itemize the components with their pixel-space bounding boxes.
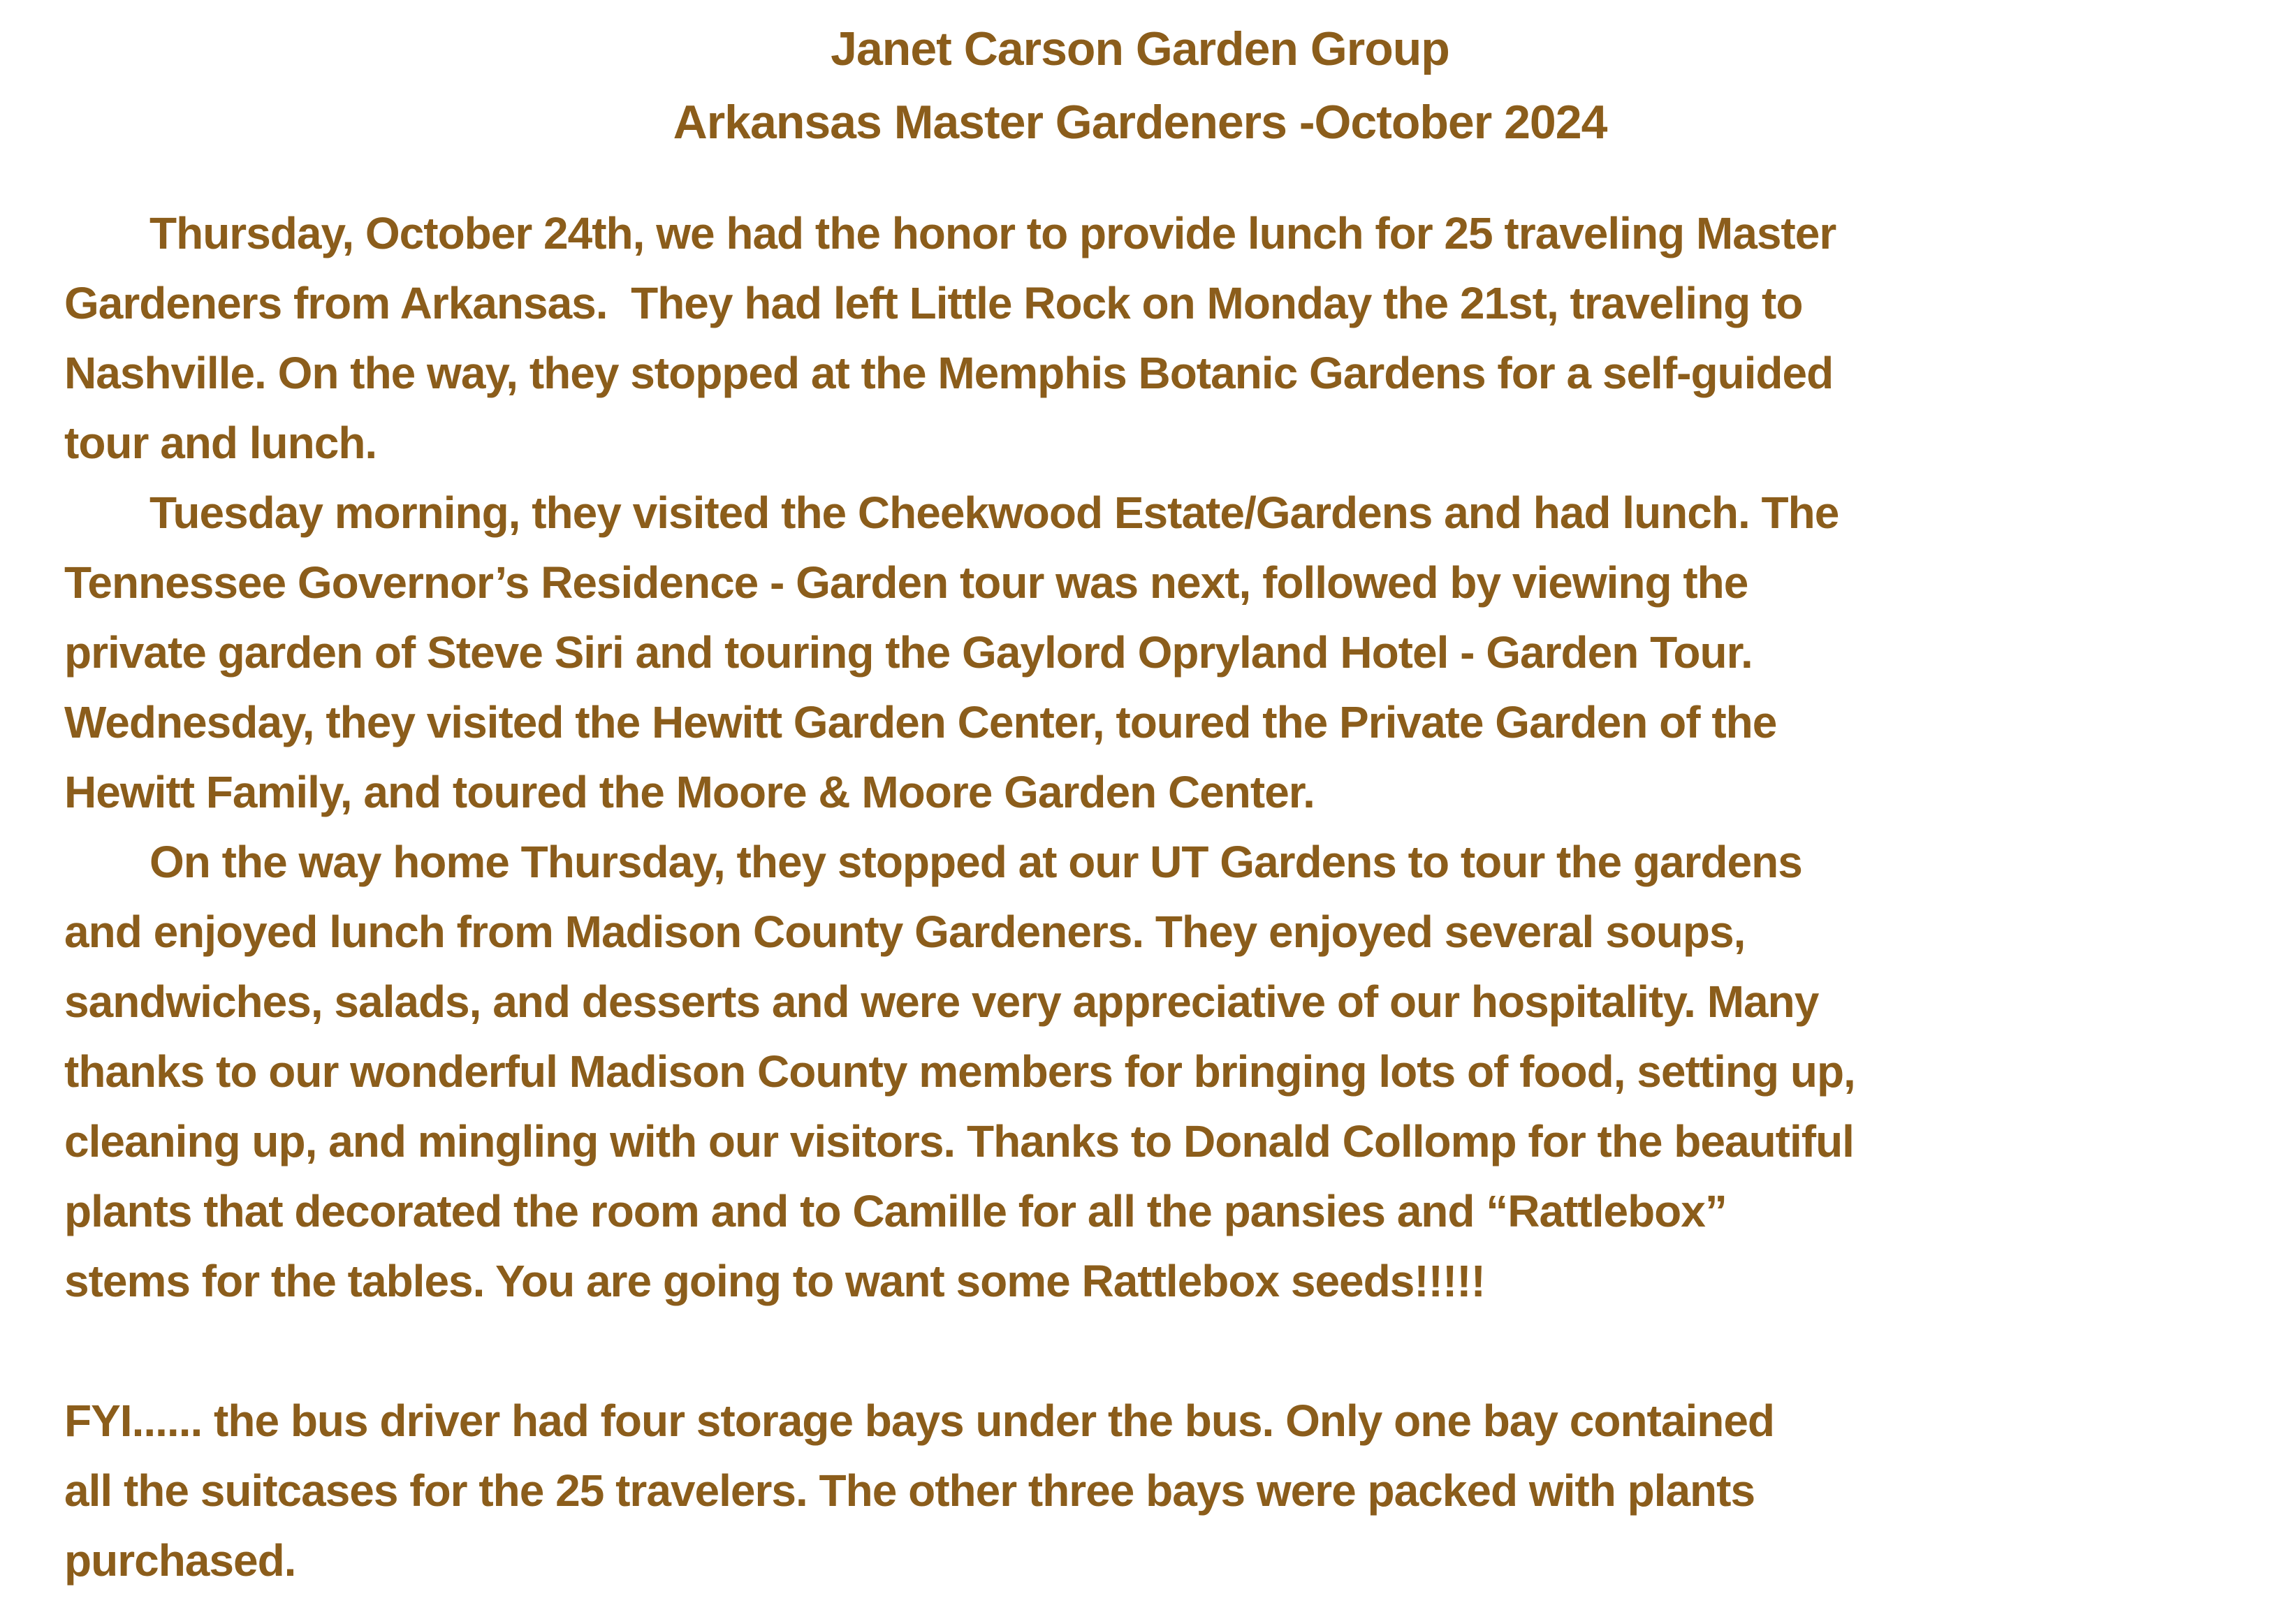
document-title: [64, 13, 2216, 159]
text-line: Nashville. On the way, they stopped at the Memphis Botanic Gardens for a self-guided: [64, 348, 1834, 398]
text-line: purchased.: [64, 1535, 296, 1586]
text-line: sandwiches, salads, and desserts and were very appreciative of our hospitality. Many: [64, 976, 1819, 1027]
text-line: thanks to our wonderful Madison County members for bringing lots of food, setting up,: [64, 1046, 1855, 1097]
paragraph-tuesday-wednesday: [64, 478, 2216, 827]
text-line: private garden of Steve Siri and touring the Gaylord Opryland Hotel - Garden Tour.: [64, 627, 1753, 678]
text-line: Thursday, October 24th, we had the honor to provide lunch for 25 traveling Master: [149, 208, 1836, 258]
paragraph-fyi: [64, 1386, 2216, 1595]
text-line: FYI...... the bus driver had four storage bays under the bus. Only one bay contained: [64, 1396, 1774, 1446]
paragraph-trip-overview: [64, 198, 2216, 478]
text-line: plants that decorated the room and to Camille for all the pansies and “Rattlebox”: [64, 1186, 1727, 1236]
text-line: Hewitt Family, and toured the Moore & Moore Garden Center.: [64, 767, 1315, 817]
paragraph-thursday-thanks: [64, 827, 2216, 1316]
text-line: and enjoyed lunch from Madison County Gardeners. They enjoyed several soups,: [64, 907, 1746, 957]
text-line: Wednesday, they visited the Hewitt Garden Center, toured the Private Garden of the: [64, 697, 1777, 747]
text-line: Gardeners from Arkansas. They had left Little Rock on Monday the 21st, traveling to: [64, 278, 1803, 328]
text-line: tour and lunch.: [64, 418, 377, 468]
text-line: Tuesday morning, they visited the Cheekwood Estate/Gardens and had lunch. The: [149, 488, 1839, 538]
text-line: Tennessee Governor’s Residence - Garden tour was next, followed by viewing the: [64, 557, 1748, 608]
text-line: cleaning up, and mingling with our visitors. Thanks to Donald Collomp for the beautiful: [64, 1116, 1854, 1166]
text-line: Arkansas Master Gardeners -October 2024: [673, 96, 1607, 149]
text-line: On the way home Thursday, they stopped at our UT Gardens to tour the gardens: [149, 837, 1802, 887]
text-line: stems for the tables. You are going to want some Rattlebox seeds!!!!!: [64, 1256, 1485, 1306]
text-line: Janet Carson Garden Group: [831, 22, 1449, 75]
text-line: all the suitcases for the 25 travelers. The other three bays were packed with plants: [64, 1465, 1755, 1516]
